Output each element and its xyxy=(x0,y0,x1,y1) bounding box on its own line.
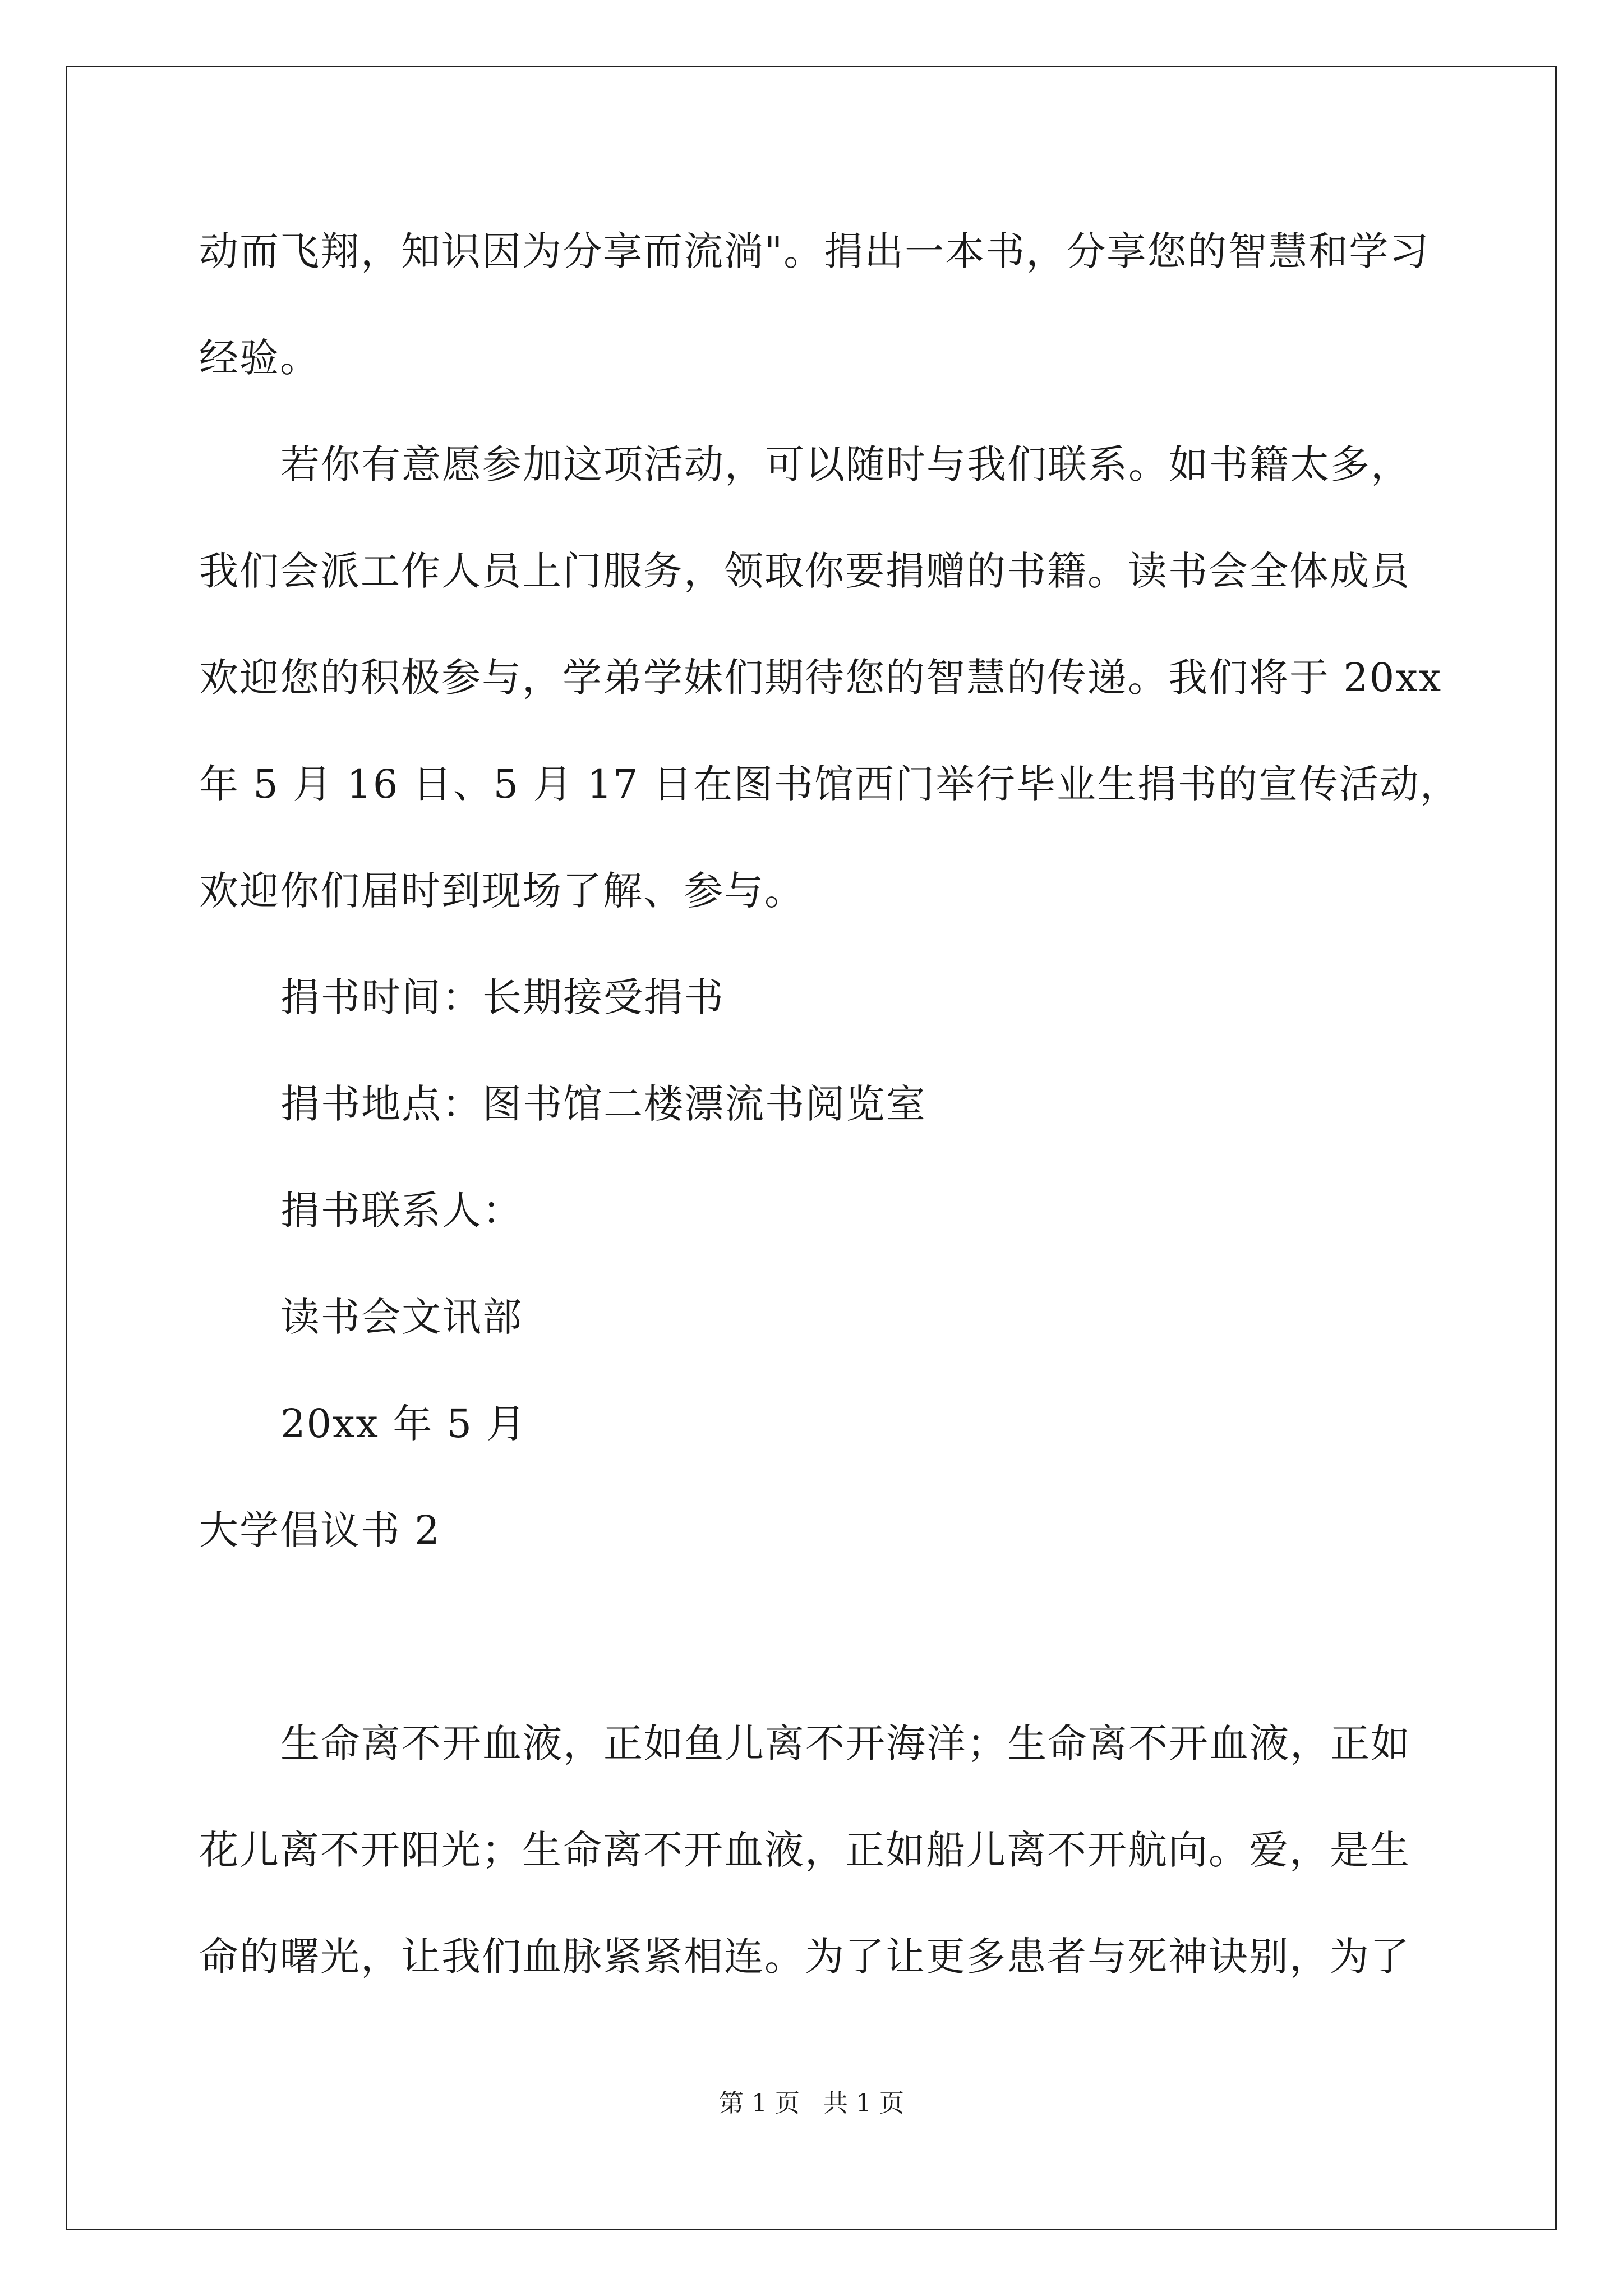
signature-date: 20xx 年 5 月 xyxy=(280,1401,527,1447)
body-line-15: 花儿离不开阳光；生命离不开血液，正如船儿离不开航向。爱，是生 xyxy=(199,1827,1410,1873)
section-heading: 大学倡议书 2 xyxy=(199,1507,441,1553)
page-footer: 第 1 页 共 1 页 xyxy=(719,2089,904,2118)
body-line-1: 动而飞翔，知识因为分享而流淌"。捐出一本书，分享您的智慧和学习 xyxy=(199,228,1430,274)
donation-time: 捐书时间：长期接受捐书 xyxy=(280,974,725,1020)
body-line-16: 命的曙光，让我们血脉紧紧相连。为了让更多患者与死神诀别，为了 xyxy=(199,1934,1410,1980)
body-line-7: 欢迎你们届时到现场了解、参与。 xyxy=(199,868,805,914)
body-line-4: 我们会派工作人员上门服务，领取你要捐赠的书籍。读书会全体成员 xyxy=(199,548,1410,594)
body-line-14: 生命离不开血液，正如鱼儿离不开海洋；生命离不开血液，正如 xyxy=(280,1720,1411,1766)
body-line-6: 年 5 月 16 日、5 月 17 日在图书馆西门举行毕业生捐书的宣传活动， xyxy=(199,761,1460,807)
signature-department: 读书会文讯部 xyxy=(280,1294,523,1340)
donation-location: 捐书地点：图书馆二楼漂流书阅览室 xyxy=(280,1081,926,1127)
body-line-2: 经验。 xyxy=(199,335,320,381)
body-line-3: 若你有意愿参加这项活动，可以随时与我们联系。如书籍太多， xyxy=(280,441,1411,487)
donation-contact: 捐书联系人： xyxy=(280,1188,523,1234)
page-border xyxy=(66,66,1557,2230)
body-line-5: 欢迎您的积极参与，学弟学妹们期待您的智慧的传递。我们将于 20xx xyxy=(199,655,1442,701)
